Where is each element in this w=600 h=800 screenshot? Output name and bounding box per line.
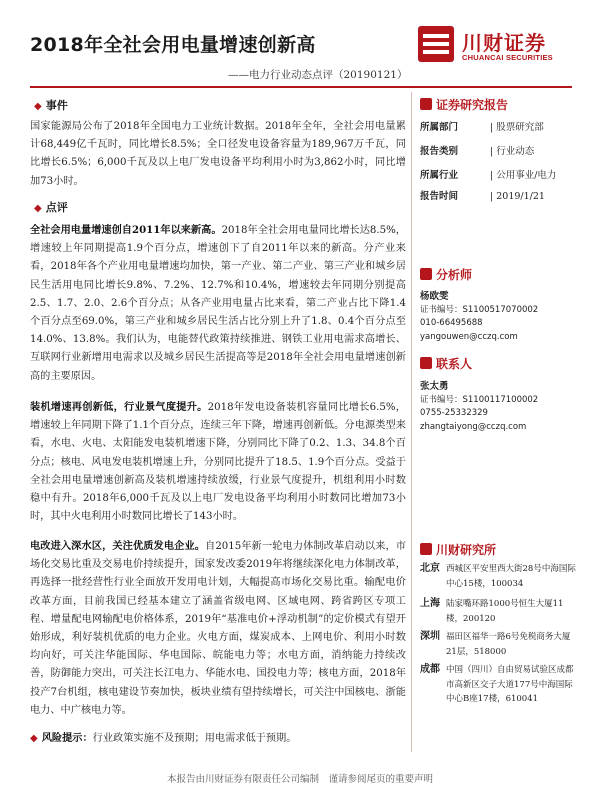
analyst-card <box>420 290 538 344</box>
address-shanghai: 上海 陆家嘴环路1000号恒生大厦11楼，200120 <box>420 598 564 624</box>
info-row-category: 报告类别 | 行业动态 <box>420 146 535 157</box>
logo-name-en: CHUANCAI SECURITIES <box>462 53 553 62</box>
analyst-heading: 分析师 <box>420 266 472 283</box>
event-paragraph: 国家能源局公布了2018年全国电力工业统计数据。2018年全年，全社会用电量累计68,449亿千瓦时，同比增长8.5%；全口径发电设备容量为189,967万千瓦，同比增长6.5%；6,000千瓦及以上电厂发电设备平均利用小时为3,862小时，同比增加73小时。 <box>30 121 406 187</box>
event-heading: ◆ 事件 <box>34 99 68 112</box>
bullet-icon: ◆ <box>34 101 42 112</box>
column-divider <box>411 92 412 752</box>
analyst-name: 杨欧雯 <box>420 291 449 302</box>
report-icon <box>420 98 432 110</box>
company-logo-icon <box>418 26 454 62</box>
analyst-phone: 010-66495688 <box>420 318 483 328</box>
info-row-dept: 所属部门 | 股票研究部 <box>420 122 544 133</box>
report-info-heading: 证券研究报告 <box>420 96 508 113</box>
contact-heading: 联系人 <box>420 355 472 372</box>
comment-heading: ◆ 点评 <box>34 201 68 214</box>
report-title: 2018年全社会用电量增速创新高 <box>30 34 316 56</box>
bullet-icon: ◆ <box>30 733 38 744</box>
info-row-date: 报告时间 | 2019/1/21 <box>420 191 545 202</box>
risk-note: ◆ 风险提示：行业政策实施不及预期；用电需求低于预期。 <box>30 732 297 744</box>
contact-email[interactable]: zhangtaiyong@cczq.com <box>420 421 527 432</box>
address-shenzhen: 深圳 福田区福华一路6号免税商务大厦21层，518000 <box>420 631 571 657</box>
address-chengdu: 成都 中国（四川）自由贸易试验区成都市高新区交子大道177号中海国际中心B座17楼，610041 <box>420 664 574 704</box>
contact-cert: 证书编号：S1100117100002 <box>420 394 539 405</box>
bullet-icon: ◆ <box>34 203 42 214</box>
contact-phone: 0755-25332329 <box>420 408 488 418</box>
address-beijing: 北京 西城区平安里西大街28号中海国际中心15楼，100034 <box>420 563 576 589</box>
page-footer: 本报告由川财证券有限责任公司编制 谨请参阅尾页的重要声明 <box>166 774 433 785</box>
report-subtitle: ——电力行业动态点评（20190121） <box>228 69 408 81</box>
analyst-icon <box>420 268 432 280</box>
logo-name-cn: 川财证券 <box>462 31 546 55</box>
comment-paragraph-2: 装机增速再创新低，行业景气度提升。2018年发电设备装机容量同比增长6.5%，增速较上年同期下降了1.1个百分点，连续三年下降，增速再创新低。分电源类型来看，水电、火电、太阳能发电装机增速下降，分别同比下降了0.2、1.3、34.8个百分点；核电、风电发电装机增速上升，分别同比提升了18.5、1.9个百分点。受益于全社会用电量增速创新高及装机增速持续放缓，行业景气度提升，机组利用小时数稳中有升。2018年6,000千瓦及以上电厂发电设备平均利用小时数同比增加73小时，其中火电利用小时数同比增长了143小时。 <box>30 401 406 523</box>
contact-card <box>420 380 538 434</box>
analyst-cert: 证书编号：S1100517070002 <box>420 304 539 315</box>
info-row-industry: 所属行业 | 公用事业/电力 <box>420 170 557 181</box>
comment-paragraph-1: 全社会用电量增速创自2011年以来新高。2018年全社会用电量同比增长达8.5%，增速较上年同期提高1.9个百分点，增速创下了自2011年以来的新高。分产业来看，2018年各个产业用电量增速均加快，第一产业、第二产业、第三产业和城乡居民生活用电同比增长9.8%、7.2%、12.7%和10.4%，增速较去年同期分别提高2.5、1.7、2.0、2.6个百分点；从各产业用电量占比来看，第二产业占比下降1.4个百分点至69.0%，第三产业和城乡居民生活占比分别上升了1.8、0.4个百分点至14.0%、13.8%。我们认为，电能替代政策持续推进、钢铁工业用电需求高增长、互联网行业新增用电需求以及城乡居民生活提高等是2018年全社会用电量增速创新高的主要原因。 <box>30 224 406 382</box>
research-heading: 川财研究所 <box>420 541 496 558</box>
analyst-email[interactable]: yangouwen@cczq.com <box>420 331 518 342</box>
comment-paragraph-3: 电改进入深水区，关注优质发电企业。自2015年新一轮电力体制改革启动以来，市场化交易比重及交易电价持续提升，国家发改委2019年将继续深化电力体制改革，再选择一批经营性行业全面放开发用电计划，大幅提高市场化交易比重。输配电价改革方面，目前我国已经基本建立了涵盖省级电网、区域电网、跨省跨区专项工程、增量配电网输配电价格体系，2019年“基准电价+浮动机制”的定价模式有望开始形成，利好装机优质的电力企业。火电方面，煤炭成本、上网电价、利用小时数均向好，可关注华能国际、华电国际、皖能电力等；水电方面，消纳能力持续改善，防御能力突出，可关注长江电力、华能水电、国投电力等；核电方面，2018年投产7台机组，核电建设节奏加快，板块业绩有望持续增长，可关注中国核电、浙能电力、中广核电力等。 <box>30 540 406 716</box>
contact-name: 张太勇 <box>420 381 449 392</box>
header-divider <box>30 86 572 88</box>
research-icon <box>420 543 432 555</box>
contact-icon <box>420 357 432 369</box>
